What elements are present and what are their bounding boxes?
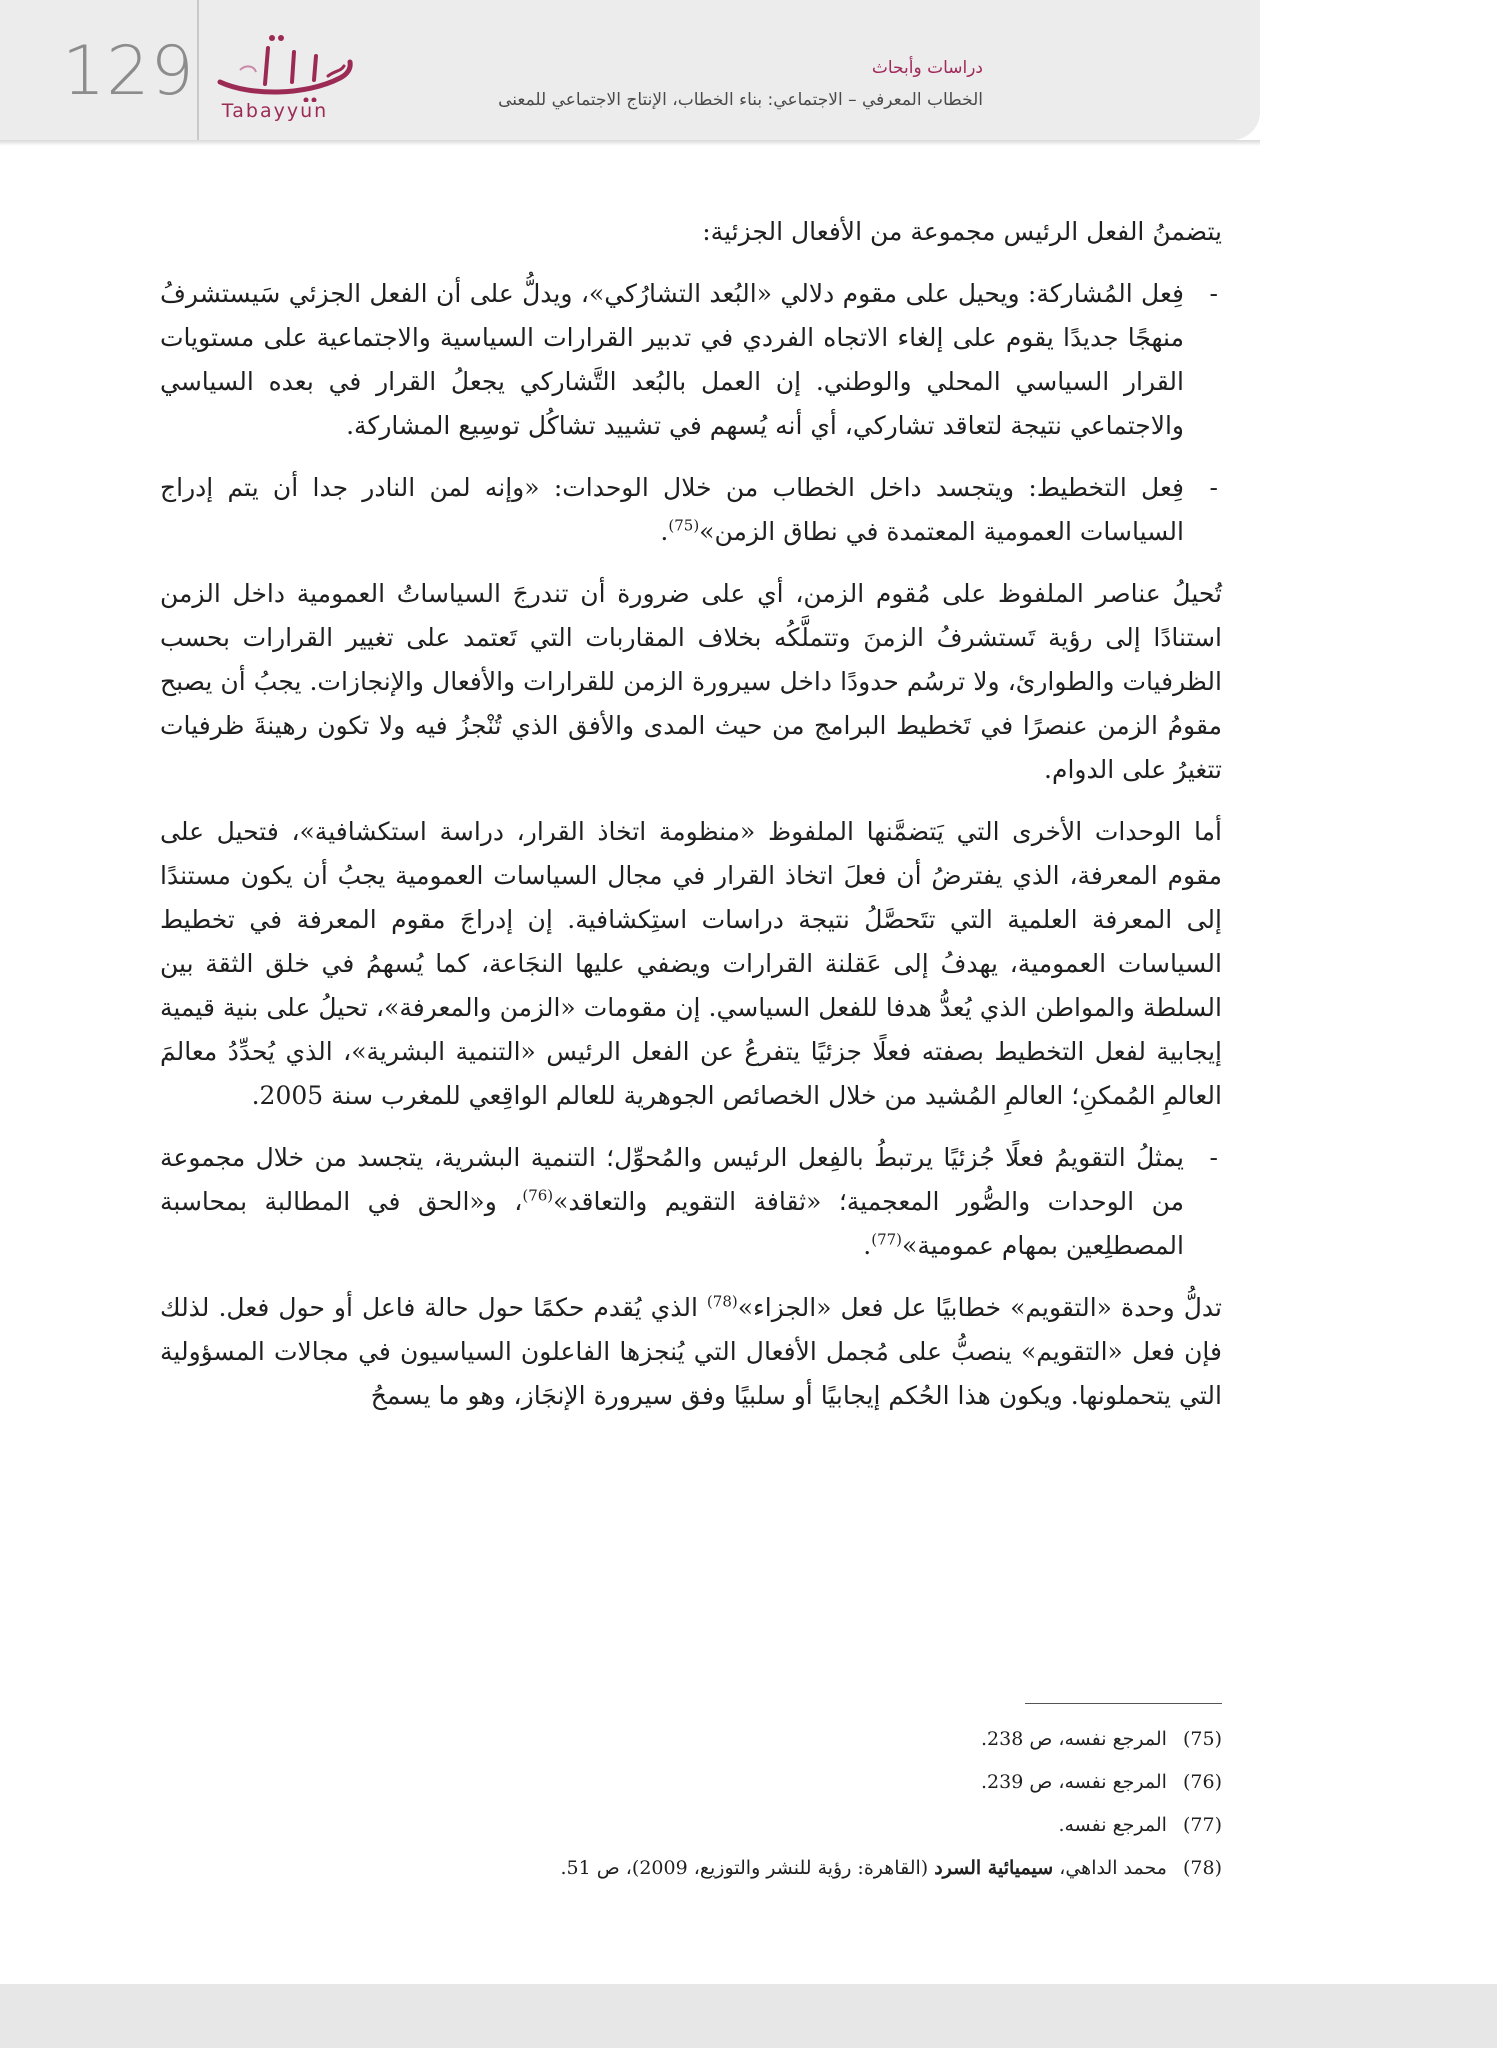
bullet-evaluation-end: . — [863, 1231, 872, 1260]
running-title: الخطاب المعرفي – الاجتماعي: بناء الخطاب، الإنتاج الاجتماعي للمعنى — [498, 90, 983, 110]
footnote-text: المرجع نفسه. — [1058, 1814, 1167, 1836]
bullet-evaluation-text-b: ، و«الحق في المطالبة بمحاسبة المصطلِعين بمهام عمومية» — [160, 1187, 1184, 1260]
page-footer-band — [0, 1984, 1497, 2048]
paragraph-evaluation — [160, 1286, 1222, 1418]
paragraph-knowledge: أما الوحدات الأخرى التي يَتضمَّنها الملفوظ «منظومة اتخاذ القرار، دراسة استكشافية»، فتحيل على مقوم المعرفة، الذي يفترضُ أن فعلَ اتخاذ القرار في مجال السياسات العمومية يجبُ أن يكون مستندًا إلى المعرفة العلمية التي تتَحصَّلُ نتيجة دراسات استِكشافية. إن إدراجَ مقوم المعرفة في تخطيط السياسات العمومية، يهدفُ إلى عَقلنة القرارات ويضفي عليها النجَاعة، كما يُسهمُ في خلق الثقة بين السلطة والمواطن الذي يُعدُّ هدفا للفعل السياسي. إن مقومات «الزمن والمعرفة»، تحيلُ على بنية قيمية إيجابية لفعل التخطيط بصفته فعلًا جزئيًا يتفرعُ عن الفعل الرئيس «التنمية البشرية»، الذي يُحدِّدُ معالمَ العالمِ المُمكنِ؛ العالمِ المُشيد من خلال الخصائص الجوهرية للعالم الواقِعي للمغرب سنة 2005. — [160, 817, 1222, 1110]
page-number: 129 — [62, 32, 195, 111]
footnote-ref-76[interactable]: (76) — [522, 1186, 554, 1205]
footnote-text: المرجع نفسه، ص 238. — [981, 1728, 1167, 1750]
footnote-ref-75[interactable]: (75) — [668, 516, 700, 535]
footnote-76 — [160, 1761, 1222, 1804]
paragraph-evaluation-text-b: الذي يُقدم حكمًا حول حالة فاعل أو حول فعل. لذلك فإن فعل «التقويم» ينصبُّ على مُجمل الأفعال التي يُنجزها الفاعلون السياسيون في مجالات المسؤولية التي يتحملونها. ويكون هذا الحُكم إيجابيًا أو سلبيًا وفق سيرورة الإنجَاز، وهو ما يسمحُ — [160, 1293, 1222, 1410]
footnote-77 — [160, 1804, 1222, 1847]
footnote-ref-77[interactable]: (77) — [871, 1230, 903, 1249]
footnote-number: (77) — [1182, 1814, 1222, 1836]
intro-paragraph: يتضمنُ الفعل الرئيس مجموعة من الأفعال الجزئية: — [702, 217, 1222, 246]
paragraph-time: تُحيلُ عناصر الملفوظ على مُقوم الزمن، أي على ضرورة أن تندرجَ السياساتُ العمومية داخل الزمن استنادًا إلى رؤية تَستشرفُ الزمنَ وتتملَّكُه بخلاف المقاربات التي تَعتمد على تغيير القرارات بحسب الظرفيات والطوارئ، ولا ترسُم حدودًا داخل سيرورة الزمن للقرارات والأفعال والإنجازات. يجبُ أن يصبح مقومُ الزمن عنصرًا في تَخطيط البرامج من حيث المدى والأفق الذي تُنْجزُ فيه ولا تكون رهينةَ ظرفيات تتغيرُ على الدوام. — [160, 579, 1222, 784]
logo-calligraphy-icon — [210, 30, 380, 102]
footnote-number: (75) — [1182, 1728, 1222, 1750]
bullet-planning-end: . — [660, 517, 669, 546]
footnote-ref-78[interactable]: (78) — [706, 1292, 738, 1311]
footnote-publication: (القاهرة: رؤية للنشر والتوزيع، 2009)، ص 51. — [560, 1857, 935, 1879]
bullet-planning — [160, 466, 1222, 554]
footnote-author: محمد الداهي، — [1053, 1857, 1167, 1879]
bullet-planning-text: فِعل التخطيط: ويتجسد داخل الخطاب من خلال الوحدات: «وإنه لمن النادر جدا أن يتم إدراج السياسات العمومية المعتمدة في نطاق الزمن» — [160, 473, 1184, 546]
header-divider — [197, 0, 199, 140]
logo-latin-text: Tabayyun — [221, 100, 329, 122]
bullet-participation: - فِعل المُشاركة: ويحيل على مقوم دلالي «البُعد التشارُكي»، ويدلُّ على أن الفعل الجزئي سَيستشرفُ منهجًا جديدًا يقوم على إلغاء الاتجاه الفردي في تدبير القرارات السياسية والاجتماعية على مستويات القرار السياسي المحلي والوطني. إن العمل بالبُعد التَّشاركي يجعلُ القرار في بعده السياسي والاجتماعي نتيجة لتعاقد تشاركي، أي أنه يُسهم في تشييد تشاكُل توسِيع المشاركة. — [160, 272, 1222, 448]
section-label: دراسات وأبحاث — [871, 58, 983, 78]
footnote-78 — [160, 1847, 1222, 1890]
bullet-evaluation-text-a: يمثلُ التقويمُ فعلًا جُزئيًا يرتبطُ بالفِعل الرئيس والمُحوِّل؛ التنمية البشرية، يتجسد من خلال مجموعة من الوحدات والصُّور المعجمية؛ «ثقافة التقويم والتعاقد» — [160, 1143, 1184, 1216]
tabayyun-logo — [210, 30, 380, 130]
footnote-separator — [1025, 1703, 1222, 1704]
article-body — [160, 210, 1222, 1436]
page-header — [0, 0, 1260, 140]
footnote-75 — [160, 1718, 1222, 1761]
footnote-book-title: سيميائية السرد — [934, 1857, 1054, 1879]
footnote-number: (78) — [1182, 1857, 1222, 1879]
footnotes — [160, 1718, 1222, 1890]
bullet-evaluation — [160, 1136, 1222, 1268]
footnote-number: (76) — [1182, 1771, 1222, 1793]
paragraph-evaluation-text-a: تدلُّ وحدة «التقويم» خطابيًا عل فعل «الجزاء» — [737, 1293, 1222, 1322]
footnote-text: المرجع نفسه، ص 239. — [981, 1771, 1167, 1793]
